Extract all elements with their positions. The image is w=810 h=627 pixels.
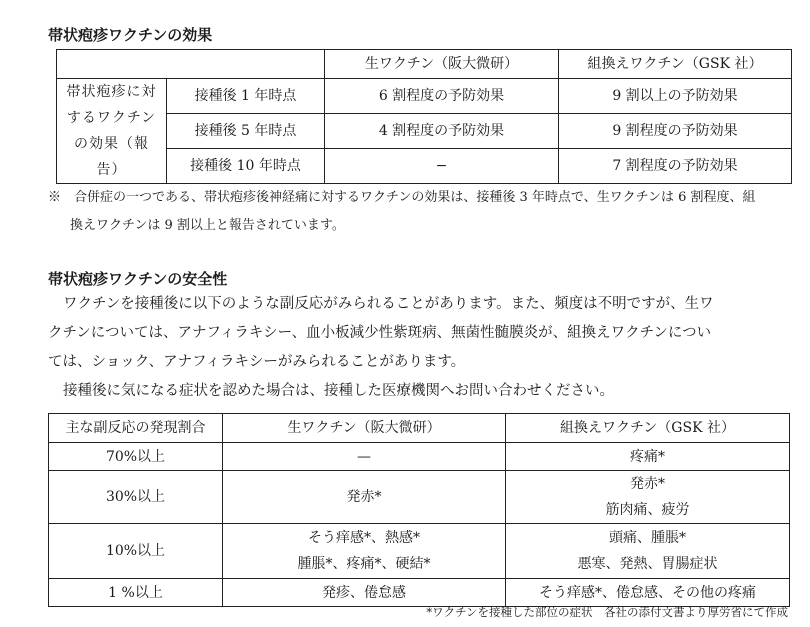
cell-line: 発赤* bbox=[346, 489, 382, 505]
table-header-row bbox=[57, 50, 792, 79]
recombinant-cell: 9 割程度の予防効果 bbox=[559, 114, 792, 149]
header-cell-live: 生ワクチン（阪大微研） bbox=[223, 414, 506, 443]
paragraph-line: ては、ショック、アナフィラキシーがみられることがあります。 bbox=[48, 354, 466, 370]
header-cell-empty bbox=[57, 50, 325, 79]
cell-line: 頭痛、腫脹* bbox=[609, 530, 686, 546]
safety-heading: 帯状疱疹ワクチンの安全性 bbox=[48, 270, 228, 288]
cell-line: そう痒感*、倦怠感、その他の疼痛 bbox=[539, 584, 756, 601]
header-cell-rate: 主な副反応の発現割合 bbox=[49, 414, 223, 443]
paragraph-line: ワクチンを接種後に以下のような副反応がみられることがあります。また、頻度は不明ですが、生ワ bbox=[63, 296, 714, 312]
period-cell: 接種後 10 年時点 bbox=[167, 149, 325, 184]
cell-line: 疼痛* bbox=[630, 448, 665, 465]
recombinant-cell bbox=[506, 471, 790, 524]
header-cell-recombinant: 組換えワクチン（GSK 社） bbox=[559, 50, 792, 79]
rate-cell: 30%以上 bbox=[49, 471, 223, 524]
table-row bbox=[49, 524, 790, 579]
header-cell-live: 生ワクチン（阪大微研） bbox=[325, 50, 559, 79]
table-header-row bbox=[49, 414, 790, 443]
cell-line: 発疹、倦怠感 bbox=[322, 584, 406, 601]
rate-cell: 1 %以上 bbox=[49, 579, 223, 607]
row-group-label: 帯状疱疹に対するワクチンの効果（報告） bbox=[57, 79, 167, 184]
table-row bbox=[49, 443, 790, 471]
recombinant-cell bbox=[506, 524, 790, 579]
efficacy-table bbox=[56, 49, 792, 184]
efficacy-note-line: 換えワクチンは 9 割以上と報告されています。 bbox=[70, 218, 345, 233]
period-cell: 接種後 5 年時点 bbox=[167, 114, 325, 149]
live-cell bbox=[223, 443, 506, 471]
live-cell: − bbox=[325, 149, 559, 184]
live-cell bbox=[223, 524, 506, 579]
recombinant-cell: 9 割以上の予防効果 bbox=[559, 79, 792, 114]
live-cell bbox=[223, 471, 506, 524]
cell-line: 腫脹*、疼痛*、硬結* bbox=[297, 556, 431, 572]
cell-line: — bbox=[357, 448, 371, 465]
safety-paragraph bbox=[48, 290, 792, 406]
recombinant-cell: 7 割程度の予防効果 bbox=[559, 149, 792, 184]
paragraph-line: クチンについては、アナフィラキシー、血小板減少性紫斑病、無菌性髄膜炎が、組換えワクチンについ bbox=[48, 325, 712, 341]
cell-line: 筋肉痛、疲労 bbox=[605, 502, 690, 518]
table-row bbox=[57, 79, 792, 114]
source-note: *ワクチンを接種した部位の症状 各社の添付文書より厚労省にて作成 bbox=[426, 605, 788, 619]
efficacy-note-line: ※ 合併症の一つである、帯状疱疹後神経痛に対するワクチンの効果は、接種後 3 年時点で、生ワクチンは 6 割程度、組 bbox=[48, 190, 756, 205]
side-effects-table bbox=[48, 413, 790, 607]
table-row bbox=[57, 149, 792, 184]
header-cell-recombinant: 組換えワクチン（GSK 社） bbox=[506, 414, 790, 443]
rate-cell: 10%以上 bbox=[49, 524, 223, 579]
table-row bbox=[57, 114, 792, 149]
efficacy-note bbox=[48, 184, 796, 240]
recombinant-cell bbox=[506, 443, 790, 471]
rate-cell: 70%以上 bbox=[49, 443, 223, 471]
period-cell: 接種後 1 年時点 bbox=[167, 79, 325, 114]
live-cell: 4 割程度の予防効果 bbox=[325, 114, 559, 149]
table-row bbox=[49, 471, 790, 524]
live-cell: 6 割程度の予防効果 bbox=[325, 79, 559, 114]
cell-line: 悪寒、発熱、胃腸症状 bbox=[577, 556, 718, 572]
paragraph-line: 接種後に気になる症状を認めた場合は、接種した医療機関へお問い合わせください。 bbox=[63, 383, 614, 399]
efficacy-heading: 帯状疱疹ワクチンの効果 bbox=[48, 26, 213, 44]
cell-line: そう痒感*、熱感* bbox=[308, 530, 420, 546]
cell-line: 発赤* bbox=[630, 476, 665, 492]
